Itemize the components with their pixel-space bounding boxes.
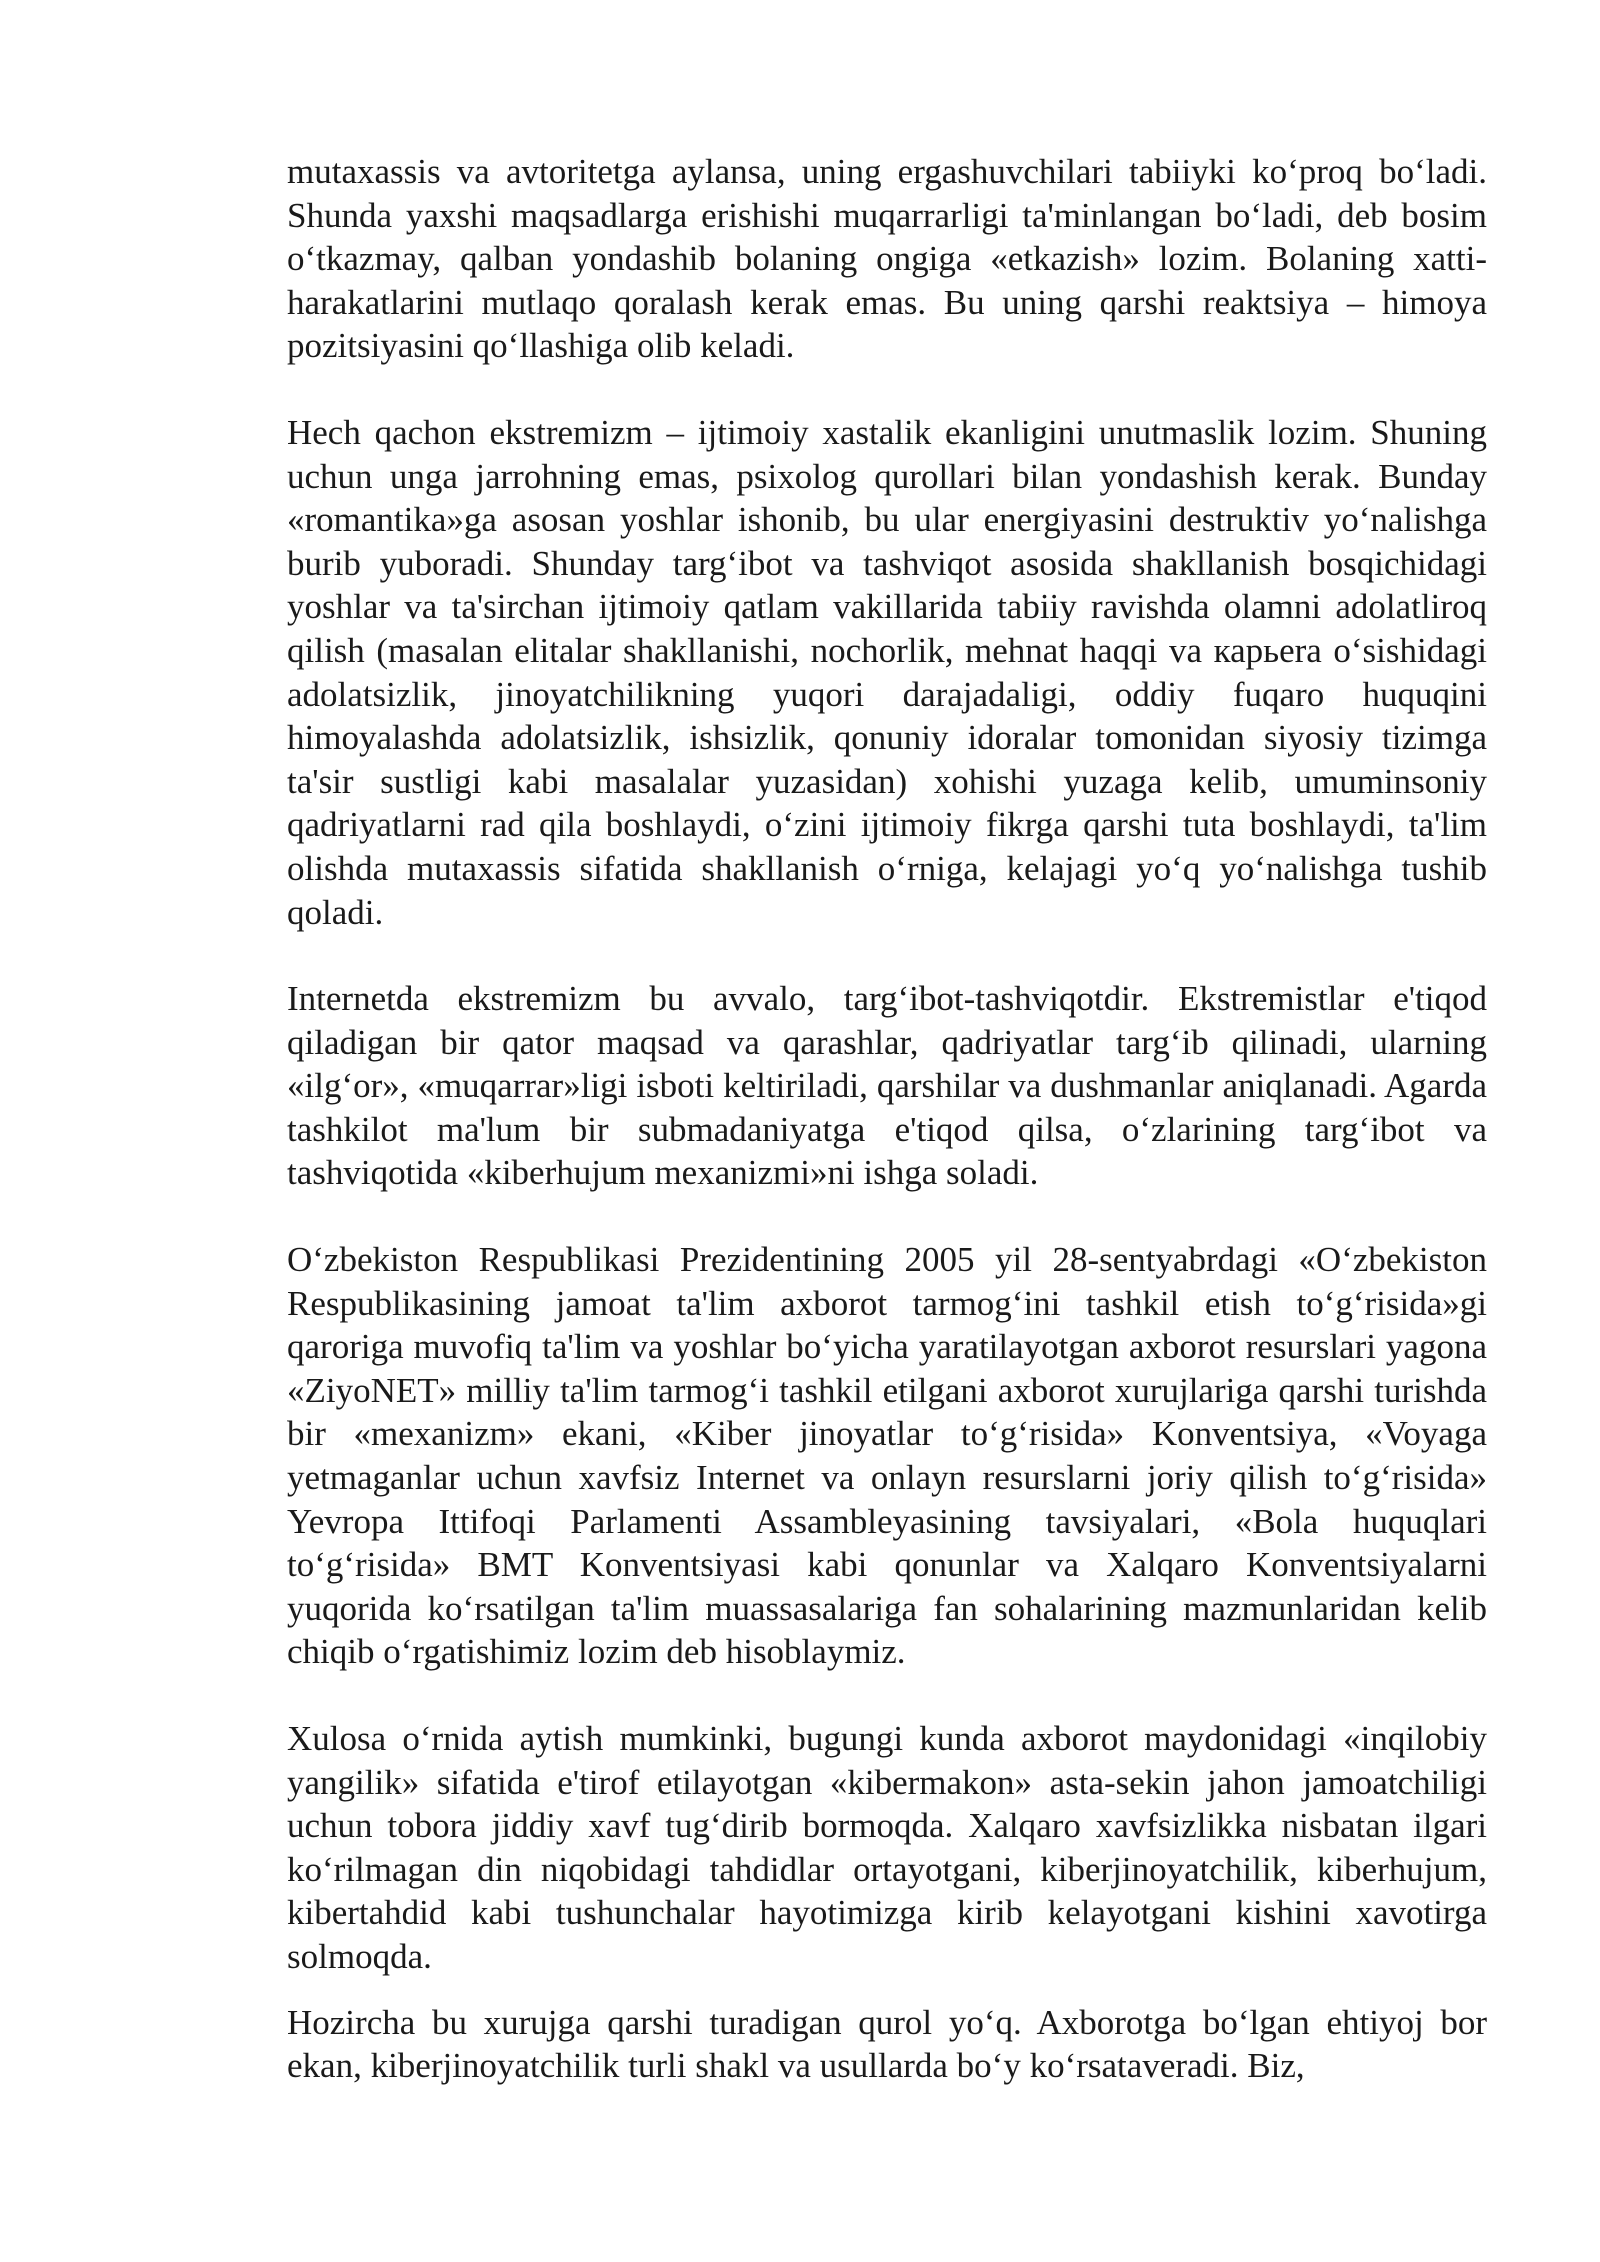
paragraph-4: O‘zbekiston Respublikasi Prezidentining 2005 yil 28-sentyabrdagi «O‘zbekiston Respublikasining jamoat ta'lim axborot tarmog‘ini tashkil etish to‘g‘risida»gi qaroriga muvofiq ta'lim va yoshlar bo‘yicha yaratilayotgan axborot resurslari yagona «ZiyoNET» milliy ta'lim tarmog‘i tashkil etilgani axborot xurujlariga qarshi turishda bir «mexanizm» ekani, «Kiber jinoyatlar to‘g‘risida» Konventsiya, «Voyaga yetmaganlar uchun xavfsiz Internet va onlayn resurslarni joriy qilish to‘g‘risida» Yevropa Ittifoqi Parlamenti Assambleyasining tavsiyalari, «Bola huquqlari to‘g‘risida» BMT Konventsiyasi kabi qonunlar va Xalqaro Konventsiyalarni yuqorida ko‘rsatilgan ta'lim muassasalariga fan sohalarining mazmunlaridan kelib chiqib o‘rgatishimiz lozim deb hisoblaymiz.	[287, 1240, 1487, 1672]
paragraph-2: Hech qachon ekstremizm – ijtimoiy xastalik ekanligini unutmaslik lozim. Shuning uchun unga jarrohning emas, psixolog qurollari bilan yondashish kerak. Bunday «romantika»ga asosan yoshlar ishonib, bu ular energiyasini destruktiv yo‘nalishga burib yuboradi. Shunday targ‘ibot va tashviqot asosida shakllanish bosqichidagi yoshlar va ta'sirchan ijtimoiy qatlam vakillarida tabiiy ravishda olamni adolatliroq qilish (masalan elitalar shakllanishi, nochorlik, mehnat haqqi va карьera o‘sishidagi adolatsizlik, jinoyatchilikning yuqori darajadaligi, oddiy fuqaro huquqini himoyalashda adolatsizlik, ishsizlik, qonuniy idoralar tomonidan siyosiy tizimga ta'sir sustligi kabi masalalar yuzasidan) xohishi yuzaga kelib, umuminsoniy qadriyatlarni rad qila boshlaydi, o‘zini ijtimoiy fikrga qarshi tuta boshlaydi, ta'lim olishda mutaxassis sifatida shakllanish o‘rniga, kelajagi yo‘q yo‘nalishga tushib qoladi.	[287, 412, 1487, 932]
document-page	[287, 150, 1487, 2088]
paragraph-1: mutaxassis va avtoritetga aylansa, uning ergashuvchilari tabiiyki ko‘proq bo‘ladi. Shunda yaxshi maqsadlarga erishishi muqarrarligi ta'minlangan bo‘ladi, deb bosim o‘tkazmay, qalban yondashib bolaning ongiga «etkazish» lozim. Bolaning xatti-harakatlarini mutlaqo qoralash kerak emas. Bu uning qarshi reaktsiya – himoya pozitsiyasini qo‘llashiga olib keladi.	[287, 152, 1487, 366]
paragraph-5: Xulosa o‘rnida aytish mumkinki, bugungi kunda axborot maydonidagi «inqilobiy yangilik» sifatida e'tirof etilayotgan «kibermakon» asta-sekin jahon jamoatchiligi uchun tobora jiddiy xavf tug‘dirib bormoqda. Xalqaro xavfsizlikka nisbatan ilgari ko‘rilmagan din niqobidagi tahdidlar ortayotgani, kiberjinoyatchilik, kiberhujum, kibertahdid kabi tushunchalar hayotimizga kirib kelayotgani kishini xavotirga solmoqda.	[287, 1719, 1487, 1976]
paragraph-3: Internetda ekstremizm bu avvalo, targ‘ibot-tashviqotdir. Ekstremistlar e'tiqod qiladigan bir qator maqsad va qarashlar, qadriyatlar targ‘ib qilinadi, ularning «ilg‘or», «muqarrar»ligi isboti keltiriladi, qarshilar va dushmanlar aniqlanadi. Agarda tashkilot ma'lum bir submadaniyatga e'tiqod qilsa, o‘zlarining targ‘ibot va tashviqotida «kiberhujum mexanizmi»ni ishga soladi.	[287, 979, 1487, 1193]
paragraph-6: Hozircha bu xurujga qarshi turadigan qurol yo‘q. Axborotga bo‘lgan ehtiyoj bor ekan, kiberjinoyatchilik turli shakl va usullarda bo‘y ko‘rsataveradi. Biz,	[287, 2002, 1487, 2086]
